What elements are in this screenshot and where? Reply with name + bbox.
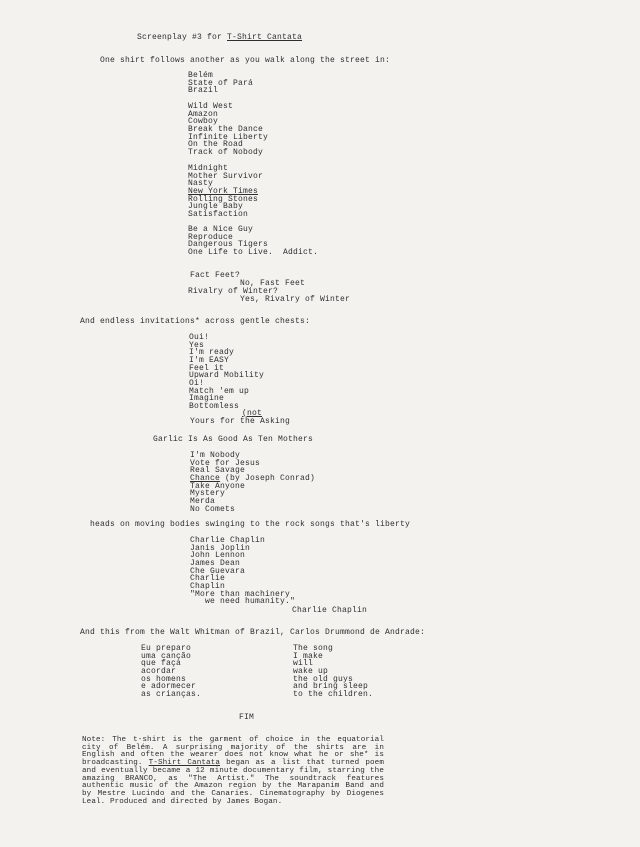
note-title: T-Shirt Cantata [148, 759, 220, 768]
poem-line: uma canção [141, 651, 192, 661]
list-item: Wild West [188, 102, 234, 111]
heads-line: heads on moving bodies swinging to the rock songs that's liberty [90, 520, 411, 529]
not-word: (not [242, 409, 263, 418]
list-item: Chaplin [190, 581, 226, 591]
list-item: Upward Mobility [189, 371, 265, 381]
list-item: Cowboy [188, 117, 219, 127]
list-item: Vote for Jesus [190, 458, 261, 468]
list-item: Satisfaction [188, 209, 249, 219]
note-text-1: Note: The t-shirt is the garment of choice in the equatorial city of Belém. A surprising majority of the shirts are in English and often the wearer does not know what he or she* is broadcasting. [82, 736, 384, 768]
list-item: Yes [189, 340, 205, 350]
poem-english [293, 645, 373, 699]
list-item: I'm Nobody [190, 451, 241, 460]
list-item: James Dean [190, 558, 241, 568]
list-item: Janis Joplin [190, 543, 251, 553]
fim-heading: FIM [239, 713, 255, 722]
invitations-list [189, 334, 264, 411]
list-item: Infinite Liberty [188, 132, 269, 142]
list-item: Mystery [190, 489, 226, 499]
list-item-underlined: New York Times [188, 186, 259, 196]
list-item: Charlie Chaplin [190, 536, 266, 545]
poem-line: Eu preparo [141, 644, 192, 653]
poem-line: wake up [293, 666, 329, 676]
list-item: I'm ready [189, 348, 235, 358]
list-item: we need humanity." [190, 597, 296, 607]
list-item: Feel it [189, 363, 225, 373]
shirts-group-2 [188, 165, 263, 219]
list-item: Reproduce [188, 232, 234, 242]
list-item: Rolling Stones [188, 194, 259, 204]
list-item: Midnight [188, 164, 229, 173]
title-prefix: Screenplay #3 for [137, 33, 228, 42]
dialogue-a2: Yes, Rivalry of Winter [240, 295, 351, 304]
list-item: Belém [188, 71, 214, 80]
list-item: Dangerous Tigers [188, 240, 269, 250]
list-item: Che Guevara [190, 566, 246, 576]
poem-line: acordar [141, 666, 177, 676]
garlic-line: Garlic Is As Good As Ten Mothers [153, 435, 314, 444]
poem-line: and bring sleep [293, 682, 369, 692]
whitman-line: And this from the Walt Whitman of Brazil, Carlos Drummond de Andrade: [80, 628, 426, 637]
list-item: Amazon [188, 109, 219, 119]
poem-line: will [293, 659, 314, 669]
poem-line: as crianças. [141, 689, 202, 699]
title-underlined: T-Shirt Cantata [227, 33, 303, 42]
list-item: One Life to Live. Addict. [188, 247, 319, 257]
poem-line: e adormecer [141, 682, 197, 692]
list-item: No Comets [190, 504, 236, 514]
list-item: Break the Dance [188, 124, 264, 134]
list-item: State of Pará [188, 78, 254, 88]
list-item: Merda [190, 496, 216, 506]
poem-line: the old guys [293, 674, 354, 684]
shirts-group-1 [188, 103, 268, 157]
dialogue-q2: Rivalry of Winter? [188, 287, 279, 296]
shirts-group-3 [188, 226, 318, 257]
poem-line: The song [293, 644, 334, 653]
list-item: Oui! [189, 333, 210, 342]
list-item: Brazil [188, 86, 219, 96]
list-item: Jungle Baby [188, 202, 244, 212]
list-item: Bottomless [189, 401, 240, 411]
poem-line: I make [293, 651, 324, 661]
poem-line: to the children. [293, 689, 374, 699]
list-item: Charlie [190, 574, 226, 584]
chance-rest: (by Joseph Conrad) [220, 473, 316, 483]
list-item: John Lennon [190, 551, 246, 561]
list-item: I'm EASY [189, 355, 230, 365]
list-item: Real Savage [190, 466, 246, 476]
names-list [190, 537, 295, 606]
list-item: Nasty [188, 179, 214, 189]
list-item: On the Road [188, 140, 244, 150]
footnote [82, 737, 384, 806]
invitations-intro: And endless invitations* across gentle chests: [80, 317, 311, 326]
page-title [137, 34, 302, 42]
list-item: Oi! [189, 378, 205, 388]
list-item: Mother Survivor [188, 171, 264, 181]
slogans-list [190, 452, 315, 513]
list-item: Match 'em up [189, 386, 250, 396]
chance-title: Chance [190, 473, 221, 483]
dialogue-q1: Fact Feet? [190, 271, 241, 280]
places-list [188, 72, 253, 95]
poem-line: que faça [141, 659, 182, 669]
list-item: Track of Nobody [188, 147, 264, 157]
poem-portuguese [141, 645, 201, 699]
note-text-2: began as a list that turned poem and eventually became a 12 minute documentary film, starring the amazing BRANCO, as "The Artist." The soundtrack features authentic music of the Amazon region by the Marapanim Band and by Mestre Lucindo and the Canaries. Cinematography by Diogenes Leal. Produced and directed by James Bogan. [82, 759, 384, 806]
attribution: Charlie Chaplin [292, 606, 368, 615]
list-item: Take Anyone [190, 481, 246, 491]
dialogue-a1: No, Fast Feet [240, 279, 306, 288]
list-item: Imagine [189, 394, 225, 404]
poem-line: os homens [141, 674, 187, 684]
list-item: "More than machinery [190, 589, 291, 599]
intro-line: One shirt follows another as you walk along the street in: [100, 56, 391, 65]
list-item: Be a Nice Guy [188, 225, 254, 234]
yours-line: Yours for the Asking [190, 417, 291, 426]
